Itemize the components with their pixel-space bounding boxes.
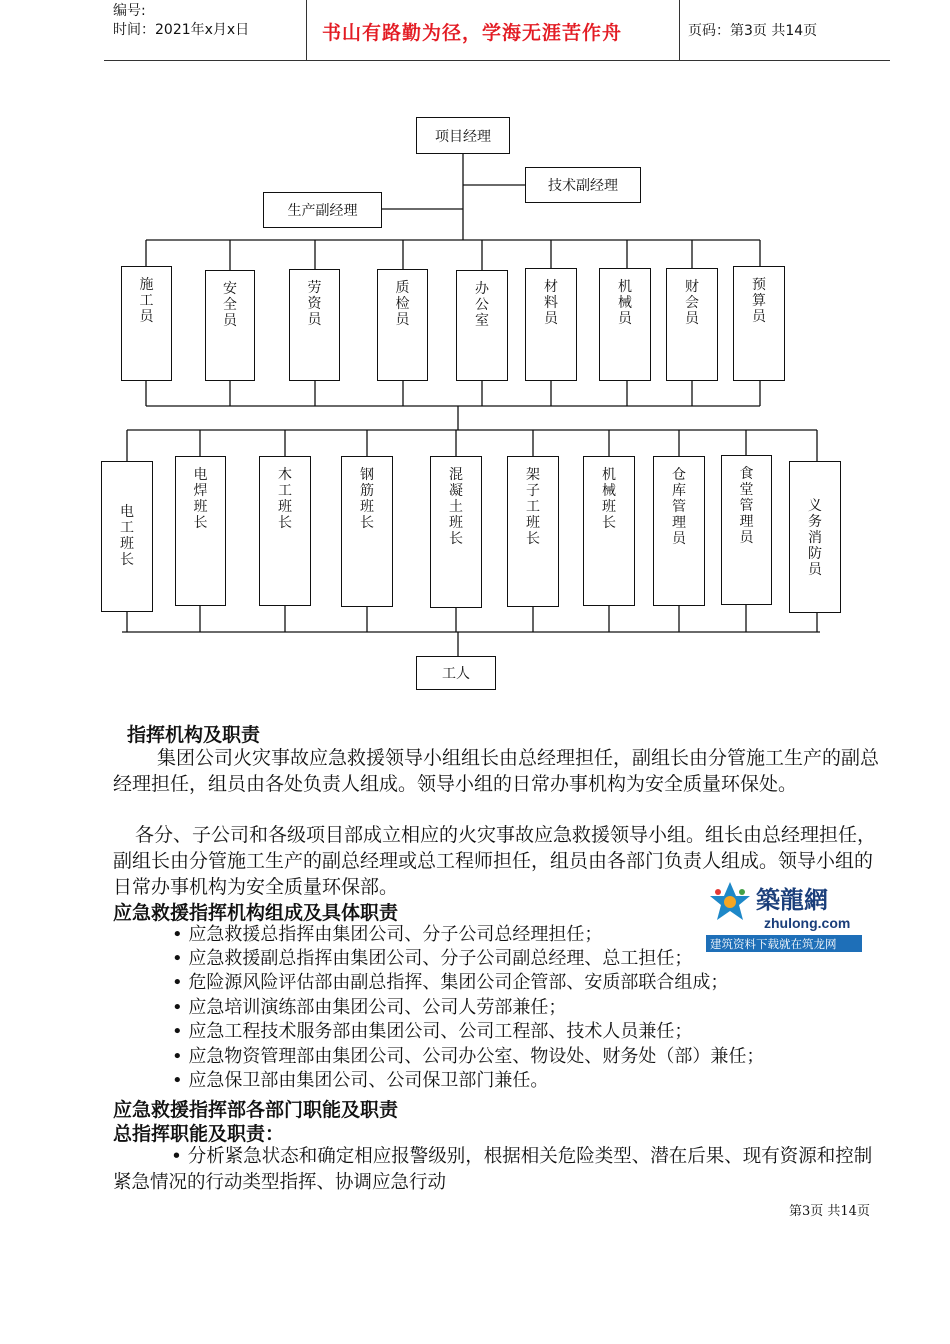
- doc-number-label: 编号:: [113, 3, 146, 19]
- page-footer: 第3页 共14页: [789, 1204, 870, 1219]
- org-box-leader: 架子工班长: [507, 456, 559, 607]
- paragraph: 集团公司火灾事故应急救援领导小组组长由总经理担任，副组长由分管施工生产的副总经理担任，组员由各处负责人组成。领导小组的日常办事机构为安全质量环保处。: [113, 747, 880, 795]
- svg-text:築龍網: 築龍網: [756, 885, 828, 914]
- list-item: • 应急培训演练部由集团公司、公司人劳部兼任；: [172, 997, 567, 1018]
- paragraph: 各分、子公司和各级项目部成立相应的火灾事故应急救援领导小组。组长由总经理担任，副组长由分管施工生产的副总经理或总工程师担任，组员由各部门负责人组成。领导小组的日常办事机构为安全质量环保部。: [113, 824, 877, 898]
- org-box-leader: 电焊班长: [175, 456, 226, 606]
- org-box-leader: 义务消防员: [789, 461, 841, 613]
- org-box-staff: 材料员: [525, 268, 577, 381]
- subsection-heading: 总指挥职能及职责：: [113, 1123, 285, 1145]
- org-box-tech-deputy: 技术副经理: [525, 167, 641, 203]
- header-motto: 书山有路勤为径，学海无涯苦作舟: [322, 22, 623, 44]
- list-item: • 应急工程技术服务部由集团公司、公司工程部、技术人员兼任；: [172, 1021, 693, 1042]
- section-heading: 指挥机构及职责: [127, 724, 261, 746]
- org-box-leader: 电工班长: [101, 461, 153, 612]
- svg-text:zhulong.com: zhulong.com: [764, 915, 851, 931]
- org-box-staff: 办公室: [456, 270, 508, 381]
- list-item: • 危险源风险评估部由副总指挥、集团公司企管部、安质部联合组成；: [172, 972, 729, 993]
- org-box-staff: 机械员: [599, 268, 651, 381]
- org-box-staff: 质检员: [377, 269, 428, 381]
- section-heading: 应急救援指挥机构组成及具体职责: [113, 902, 399, 924]
- org-box-project-manager: 项目经理: [416, 117, 510, 154]
- list-item: • 应急保卫部由集团公司、公司保卫部门兼任。: [172, 1070, 549, 1091]
- svg-text:建筑资料下载就在筑龙网: 建筑资料下载就在筑龙网: [710, 937, 837, 951]
- org-box-leader: 食堂管理员: [721, 455, 772, 605]
- doc-time-label: 时间：2021年x月x日: [113, 22, 250, 38]
- zhulong-logo-image: [706, 878, 862, 954]
- header-page-number: 页码：第3页 共14页: [688, 23, 818, 39]
- list-item: • 应急物资管理部由集团公司、公司办公室、物设处、财务处（部）兼任；: [172, 1046, 765, 1067]
- section-heading: 应急救援指挥部各部门职能及职责: [113, 1099, 399, 1121]
- org-box-leader: 木工班长: [259, 456, 311, 606]
- org-box-staff: 安全员: [205, 270, 255, 381]
- list-item: • 应急救援总指挥由集团公司、分子公司总经理担任；: [172, 924, 603, 945]
- org-box-staff: 劳资员: [289, 269, 340, 381]
- org-box-production-deputy: 生产副经理: [263, 192, 382, 228]
- org-box-leader: 机械班长: [583, 456, 635, 606]
- org-box-leader: 钢筋班长: [341, 456, 393, 607]
- org-box-leader: 混凝土班长: [430, 456, 482, 608]
- org-box-staff: 财会员: [666, 268, 718, 381]
- list-item: • 应急救援副总指挥由集团公司、分子公司副总经理、总工担任；: [172, 948, 693, 969]
- org-box-staff: 预算员: [733, 266, 785, 381]
- zhulong-logo: [706, 878, 862, 954]
- org-box-leader: 仓库管理员: [653, 456, 705, 606]
- org-box-workers: 工人: [416, 656, 496, 690]
- list-item: • 分析紧急状态和确定相应报警级别，根据相关危险类型、潜在后果、现有资源和控制紧急情况的行动类型指挥、协调应急行动: [113, 1146, 873, 1193]
- org-box-staff: 施工员: [121, 266, 172, 381]
